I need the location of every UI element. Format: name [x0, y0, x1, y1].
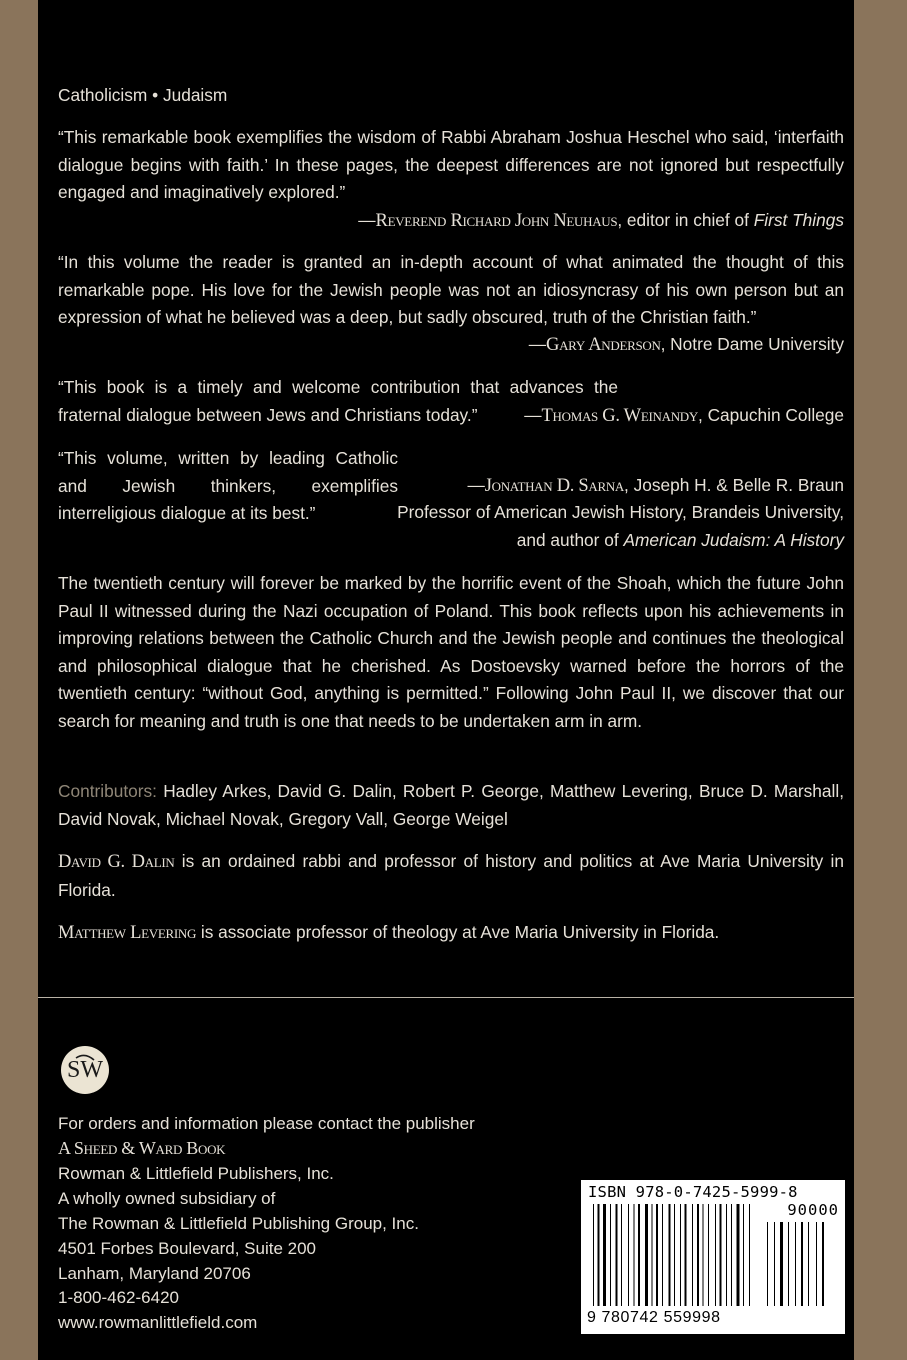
price-bar	[774, 1222, 775, 1306]
logo-letters: SW	[67, 1057, 103, 1083]
publisher-line-1: Rowman & Littlefield Publishers, Inc.	[58, 1164, 334, 1183]
barcode-bar	[616, 1204, 618, 1306]
blurb-4-book-title: American Judaism: A History	[623, 530, 844, 550]
barcode-bar	[656, 1204, 658, 1306]
blurb-1-author: Reverend Richard John Neuhaus	[375, 211, 618, 231]
barcode-bar	[726, 1204, 727, 1306]
isbn-barcode	[581, 1180, 845, 1334]
blurb-2-quote: “In this volume the reader is granted an in-depth account of what animated the thought of this remarkable pope. His love for the Jewish people was not an idiosyncrasy of his own person but an expression of what he believed was a deep, but sadly obscured, truth of the Christian faith.”	[58, 252, 844, 327]
barcode-bar	[610, 1204, 611, 1306]
publisher-line-5: Lanham, Maryland 20706	[58, 1264, 251, 1283]
barcode-bar	[662, 1204, 663, 1306]
barcode-bar	[749, 1204, 750, 1306]
barcode-bar	[720, 1204, 722, 1306]
book-description: The twentieth century will forever be marked by the horrific event of the Shoah, which the future John Paul II witnessed during the Nazi occupation of Poland. This book reflects upon his achievements in improving relations between the Catholic Church and the Jewish people and continues the theological and philosophical dialogue that he cherished. As Dostoevsky warned before the horrors of the twentieth century: “without God, anything is permitted.” Following John Paul II, we discover that our search for meaning and truth is one that needs to be undertaken arm in arm.	[58, 573, 844, 731]
bio-levering-name: Matthew Levering	[58, 923, 197, 943]
blurb-4-affiliation-line2: Professor of American Jewish History, Brandeis University,	[397, 502, 844, 522]
isbn-label: ISBN 978-0-7425-5999-8	[588, 1183, 798, 1201]
blurb-4-affiliation-line3: and author of American Judaism: A History	[516, 530, 844, 550]
blurb-2-author: Gary Anderson	[546, 335, 661, 355]
publisher-website[interactable]: www.rowmanlittlefield.com	[58, 1313, 258, 1332]
blurb-3-attribution: —Thomas G. Weinandy, Capuchin College	[524, 405, 844, 426]
barcode-bar	[598, 1204, 600, 1306]
barcode-bar	[638, 1204, 640, 1306]
blurb-3-author: Thomas G. Weinandy	[541, 406, 698, 426]
price-bar	[795, 1222, 796, 1306]
price-bar	[822, 1222, 824, 1306]
publisher-phone: 1-800-462-6420	[58, 1288, 179, 1307]
barcode-bar	[715, 1204, 716, 1306]
price-bar	[816, 1222, 817, 1306]
bio-dalin: David G. Dalin is an ordained rabbi and professor of history and politics at Ave Maria University in Florida.	[58, 851, 844, 900]
barcode-bar	[628, 1204, 629, 1306]
sheed-ward-logo	[61, 1046, 109, 1094]
barcode-bar	[669, 1204, 671, 1306]
contributors-label: Contributors:	[58, 781, 157, 801]
barcode-bar	[743, 1204, 744, 1306]
divider	[38, 997, 854, 998]
blurb-1-attribution: —Reverend Richard John Neuhaus, editor in chief of First Things	[358, 210, 844, 231]
barcode-bar	[685, 1204, 687, 1306]
price-bar	[767, 1222, 768, 1306]
blurb-4-attribution: —Jonathan D. Sarna, Joseph H. & Belle R. Braun	[467, 475, 844, 496]
ean-digits: 9 780742 559998	[587, 1309, 721, 1326]
barcode-bar	[703, 1204, 704, 1306]
barcode-bar	[593, 1204, 594, 1306]
blurb-4-author: Jonathan D. Sarna	[484, 476, 625, 496]
bio-dalin-name: David G. Dalin	[58, 852, 175, 872]
bio-levering: Matthew Levering is associate professor of theology at Ave Maria University in Florida.	[58, 922, 720, 943]
category-line: Catholicism • Judaism	[58, 85, 228, 105]
price-code: 90000	[787, 1201, 839, 1219]
price-bar	[780, 1222, 783, 1306]
blurb-2-attribution: —Gary Anderson, Notre Dame University	[528, 334, 844, 355]
barcode-bar	[634, 1204, 635, 1306]
barcode-bar	[731, 1204, 732, 1306]
publisher-line-3: The Rowman & Littlefield Publishing Group, Inc.	[58, 1214, 419, 1233]
blurb-1-publication: First Things	[753, 210, 844, 230]
barcode-bar	[737, 1204, 740, 1306]
contributors	[58, 778, 844, 833]
barcode-bar	[621, 1204, 622, 1306]
barcode-bar	[652, 1204, 653, 1306]
price-bar	[801, 1222, 803, 1306]
publisher-line-4: 4501 Forbes Boulevard, Suite 200	[58, 1239, 317, 1258]
barcode-bar	[674, 1204, 675, 1306]
publisher-imprint: A Sheed & Ward Book	[58, 1138, 226, 1158]
publisher-line-2: A wholly owned subsidiary of	[58, 1189, 276, 1208]
barcode-bar	[708, 1204, 709, 1306]
price-bar	[808, 1222, 809, 1306]
barcode-bar	[603, 1204, 606, 1306]
barcode-bar	[697, 1204, 699, 1306]
barcode-bar	[692, 1204, 693, 1306]
price-bar	[788, 1222, 789, 1306]
blurb-1-quote: “This remarkable book exemplifies the wisdom of Rabbi Abraham Joshua Heschel who said, ‘interfaith dialogue begins with faith.’ In these pages, the deepest differences are not ignored but respectfully engaged and imaginatively explored.”	[58, 127, 844, 202]
barcode-bar	[680, 1204, 681, 1306]
blurb-3-quote: “This book is a timely and welcome contribution that advances the fraternal dialogue between Jews and Christians today.”	[58, 377, 618, 425]
contributors-names: Hadley Arkes, David G. Dalin, Robert P. George, Matthew Levering, Bruce D. Marshall, David Novak, Michael Novak, Gregory Vall, George Weigel	[58, 781, 844, 829]
publisher-contact: For orders and information please contact the publisher	[58, 1114, 475, 1133]
blurb-4-quote: “This volume, written by leading Catholic and Jewish thinkers, exemplifies interreligious dialogue at its best.”	[58, 448, 398, 523]
barcode-bar	[645, 1204, 648, 1306]
